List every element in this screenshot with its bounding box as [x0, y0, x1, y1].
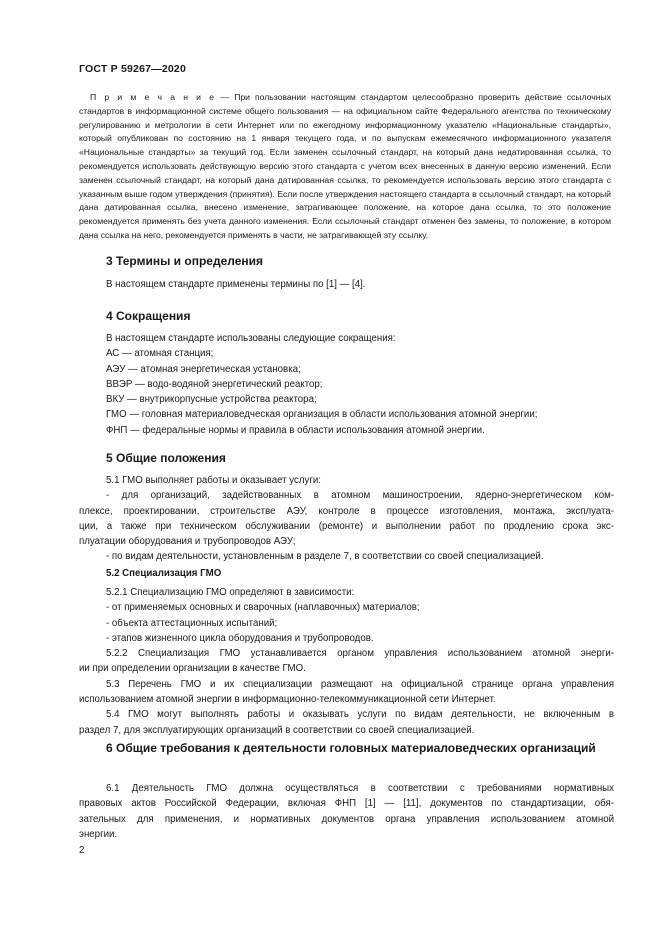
- reference-note: [79, 91, 611, 243]
- document-header: ГОСТ Р 59267—2020: [79, 63, 187, 75]
- section-3-title: 3 Термины и определения: [106, 254, 264, 268]
- abbreviations-list: [79, 331, 614, 438]
- section-5-title: 5 Общие положения: [106, 451, 226, 465]
- abbreviation-item: ВКУ — внутрикорпусные устройства реактора;: [106, 394, 317, 406]
- clause-6-1: 6.1 Деятельность ГМО должна осуществляться в соответствии с требованиями нормативных правовых актов Российской Федерации, включая ФНП [1] — [11], документов по стандартизации, обя- зательных для применения, и нормативных документов органа управления использованием атомной энергии.: [79, 783, 614, 840]
- abbreviation-item: АЭУ — атомная энергетическая установка;: [106, 363, 301, 375]
- note-text: — При пользовании настоящим стандартом целесообразно проверить действие ссылочных стандартов в информационной системе общего пользования — на официальном сайте Федерального агентства по техническому регулированию и метрологии в сети Интернет или по ежегодному информационному указателю «Национальные стандарты», который опубликован по состоянию на 1 января текущего года, и по выпускам ежемесячного информационного указателя «Национальные стандарты» за текущий год. Если заменен ссылочный стандарт, на который дана недатированная ссылка, то рекомендуется использовать действующую версию этого стандарта с учетом всех внесенных в данную версию изменений. Если заменен ссылочный стандарт, на который дана датированная ссылка, то рекомендуется использовать версию этого стандарта с указанным выше годом утверждения (принятия). Если после утверждения настоящего стандарта в ссылочный стандарт, на который дана датированная ссылка, внесено изменение, затрагивающее положение, на которое дана ссылка, то это положение рекомендуется применять без учета данного изменения. Если ссылочный стандарт отменен без замены, то положение, в котором дана ссылка на него, рекомендуется применять в части, не затрагивающей эту ссылку.: [79, 92, 612, 240]
- abbreviation-item: ФНП — федеральные нормы и правила в области использования атомной энергии.: [106, 424, 485, 436]
- clause-5-2: 5.2.1 Специализацию ГМО определяют в зависимости: - от применяемых основных и сварочных (наплавочных) материалов; - объекта аттестационных испытаний; - этапов жизненного цикла оборудования и трубопроводов. 5.2.2 Специализация ГМО устанавливается органом управления использованием атомной энерги- ии при определении организации в качестве ГМО. 5.3 Перечень ГМО и их специализации размещают на официальной странице органа управления использованием атомной энергии в информационно-телекоммуникационной сети Интернет. 5.4 ГМО могут выполнять работы и оказывать услуги по видам деятельности, не включенным в раздел 7, для эксплуатирующих организаций в соответствии со своей специализацией.: [79, 587, 614, 736]
- clause-5-1: 5.1 ГМО выполняет работы и оказывает услуги: - для организаций, задействованных в атомном машиностроении, ядерно-энергетическом ком- плексе, проектировании, строительстве АЭУ, контроле в процессе изготовления, монтажа, эксплуата- ции, а также при техническом обслуживании (ремонте) и выполнении работ по продлению срока экс- плуатации оборудования и трубопроводов АЭУ; - по видам деятельности, установленным в разделе 7, в соответствии со своей специализацией.: [79, 475, 614, 563]
- note-label: П р и м е ч а н и е: [90, 92, 216, 102]
- abbreviations-intro: В настоящем стандарте использованы следующие сокращения:: [106, 333, 396, 344]
- page-number: 2: [79, 845, 85, 856]
- section-3-text: В настоящем стандарте применены термины по [1] — [4].: [106, 279, 366, 290]
- abbreviation-item: АС — атомная станция;: [106, 348, 214, 360]
- section-4-title: 4 Сокращения: [106, 309, 191, 323]
- abbreviation-item: ВВЭР — водо-водяной энергетический реактор;: [106, 378, 323, 390]
- abbreviation-item: ГМО — головная материаловедческая организация в области использования атомной энергии;: [106, 409, 538, 421]
- section-6-title: 6 Общие требования к деятельности головных материаловедческих организаций: [106, 741, 596, 755]
- clause-5-2-title: 5.2 Специализация ГМО: [106, 568, 222, 579]
